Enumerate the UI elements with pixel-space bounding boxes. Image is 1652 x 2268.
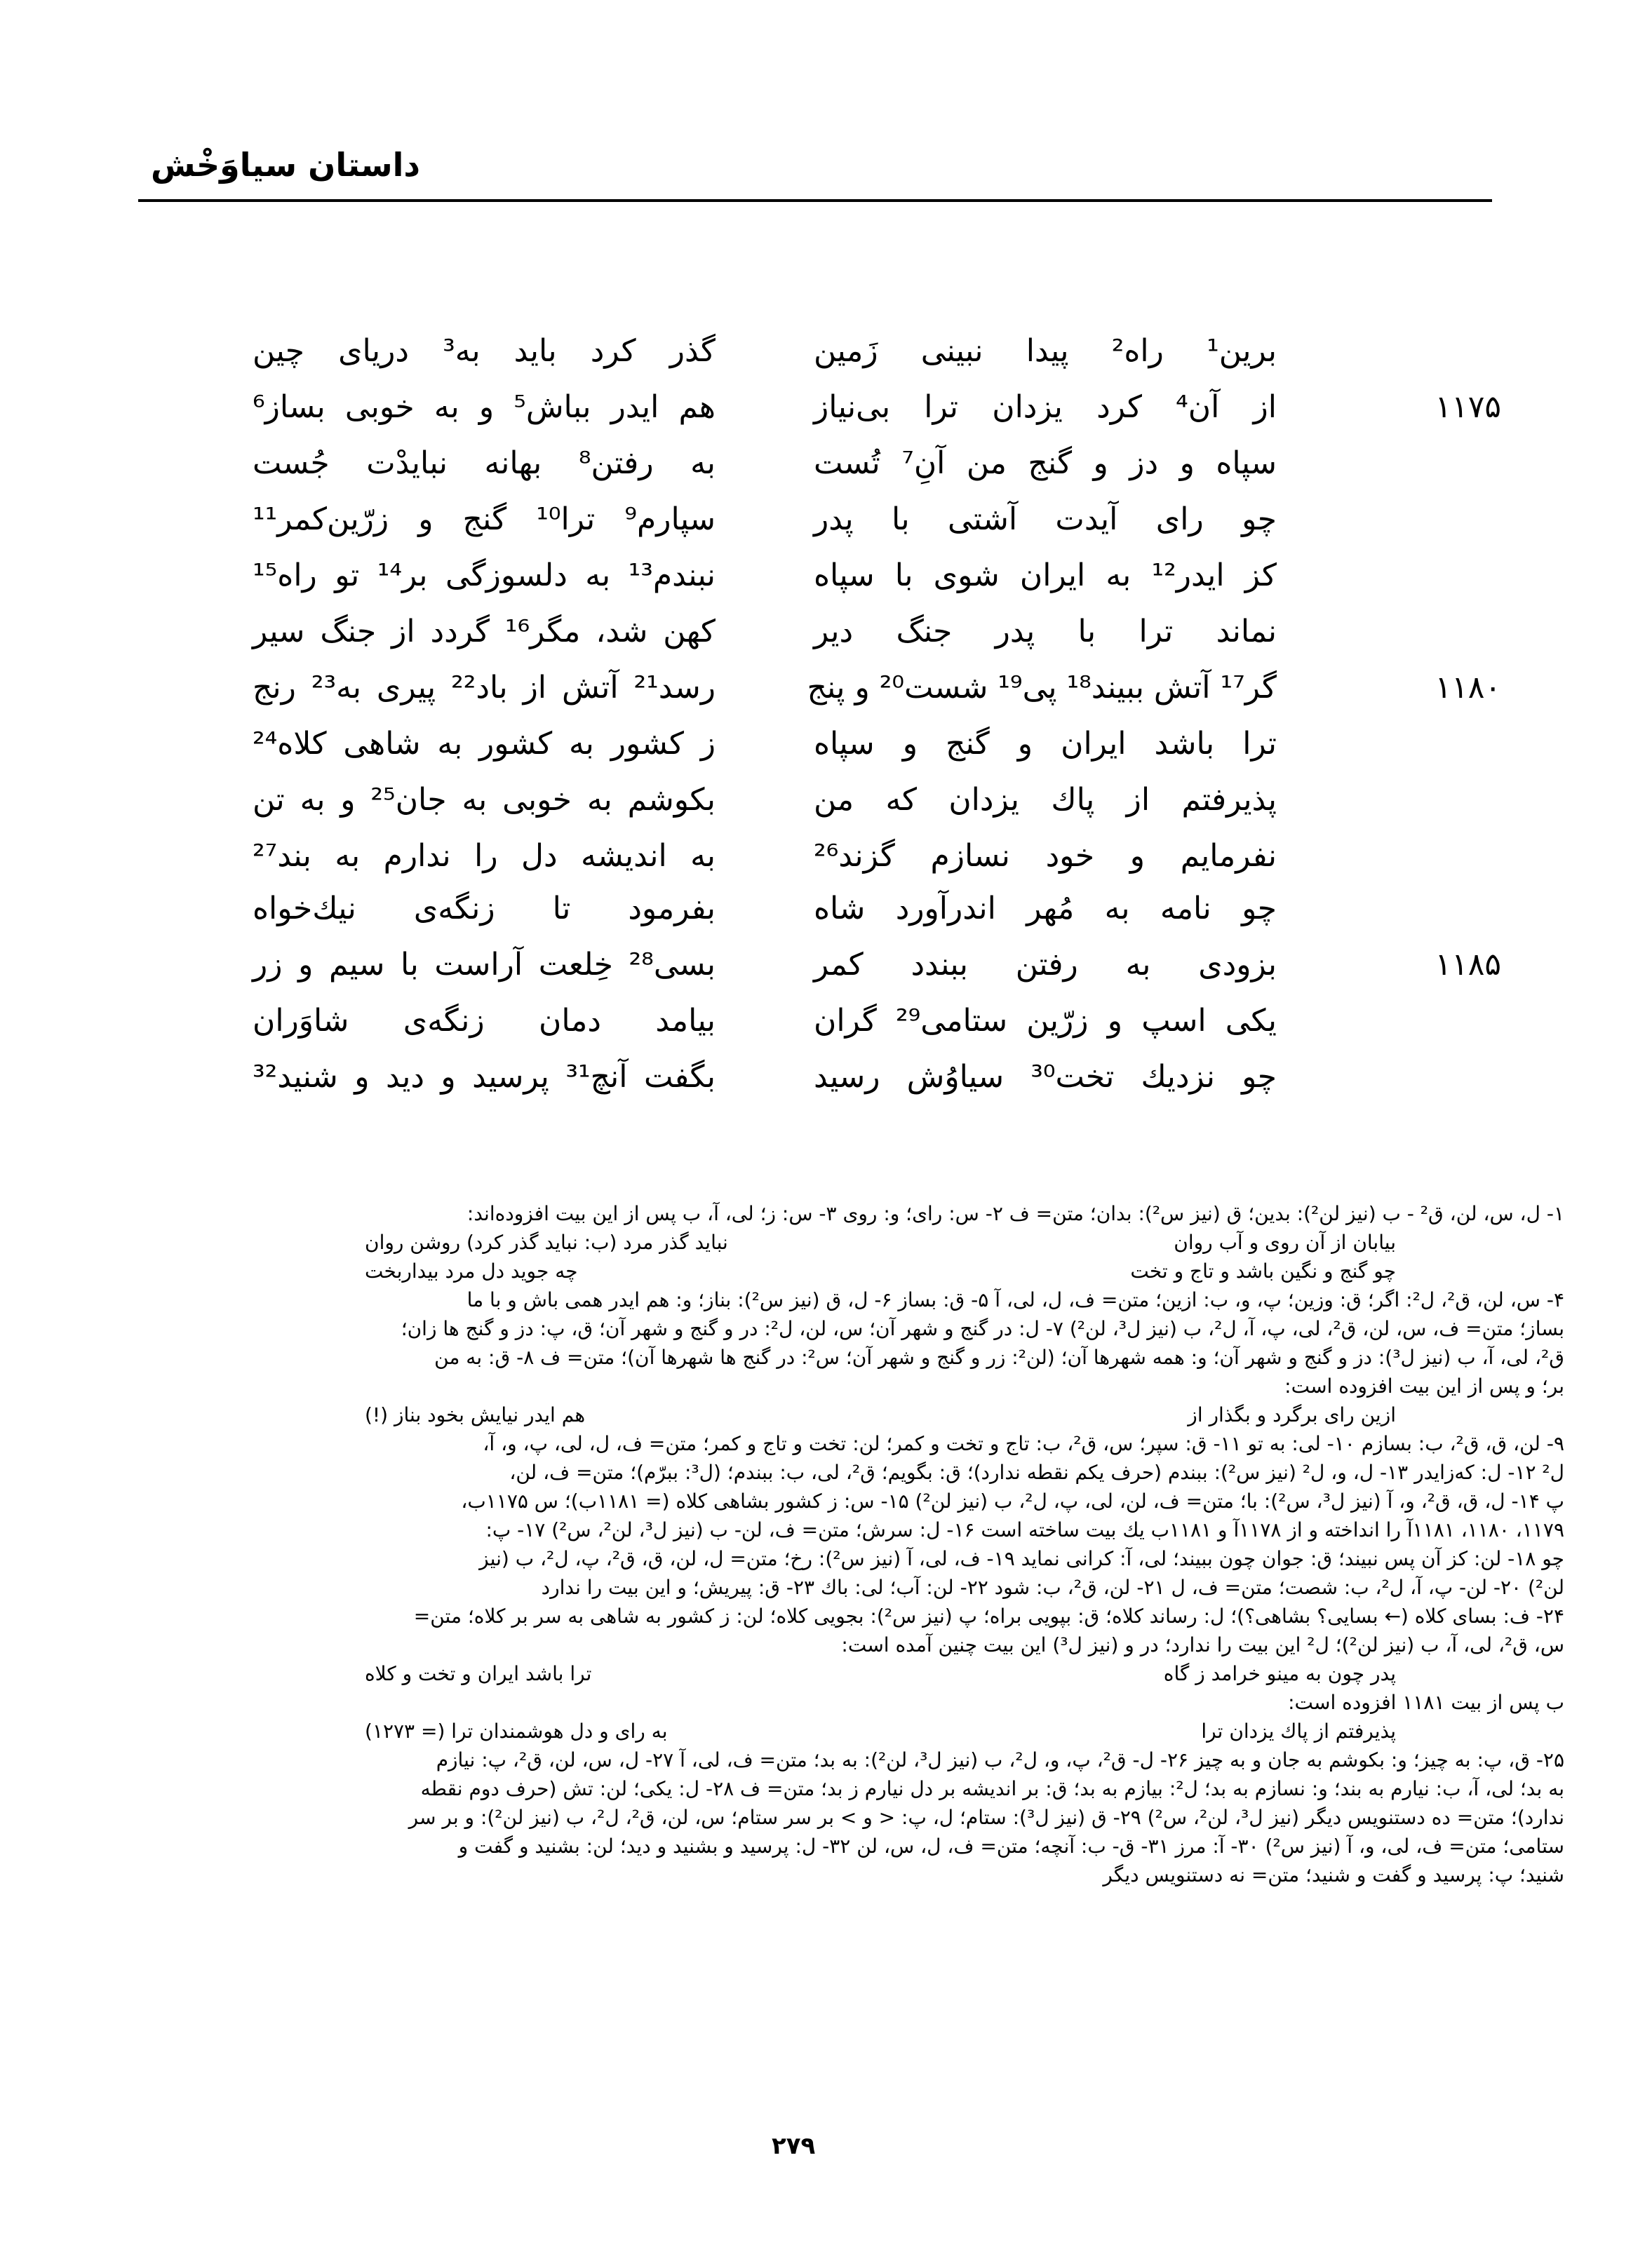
footnotes: [147, 1199, 1564, 1889]
verse-row: [253, 614, 1501, 670]
hemistich-first: چو نامه به مُهر اندرآورد شاه: [814, 891, 1277, 926]
footnote-line: چو ۱۸- لن: کز آن پس نبیند؛ ق: جوان چون ببیند؛ لی، آ: کرانی نماید ۱۹- ف، لی، آ (نیز س²): رخ؛ متن= ل، لن، ق، ق²، پ، ل²، ب (نیز: [479, 1547, 1564, 1570]
verse-row: [253, 891, 1501, 947]
footnote-line: ق²، لی، آ، ب (نیز ل³): دز و گنج و شهر آن؛ و: همه شهرها آن؛ (لن²: زر و گنج و شهر آن؛ س²: در گنج ها شهرها آن)؛ متن= ف ۸- ق: به من: [434, 1346, 1564, 1369]
footnote-line: ندارد)؛ متن= ده دستنویس دیگر (نیز ل³، لن²، س²) ۲۹- ق (نیز ل³): ستام؛ ل، پ: < و > بر سر ستام؛ س، لن، ق²، ل²، ب (نیز لن²): و بر سر: [408, 1806, 1564, 1829]
verse-row: [253, 1059, 1501, 1115]
footnote-verse: [365, 1659, 1396, 1688]
footnote-hemistich-second: ترا باشد ایران و تخت و کلاه: [365, 1662, 592, 1685]
footnote-verse: [365, 1717, 1396, 1746]
footnote-hemistich-second: هم ایدر نیایش بخود بناز (!): [365, 1403, 586, 1426]
hemistich-first: نفرمایم و خود نسازم گزند²⁶: [814, 838, 1277, 874]
footnote-hemistich-first: پدر چون به مینو خرامد ز گاه: [1163, 1662, 1396, 1685]
footnote-verse: [365, 1257, 1396, 1285]
hemistich-second: بیامد دمان زنگه‌ی شاوَران: [253, 1003, 716, 1039]
footnote-verse: [365, 1400, 1396, 1429]
hemistich-second: هم ایدر بباش⁵ و به خوبی بساز⁶: [253, 389, 716, 425]
footnote-line: به بد؛ لی، آ، ب: نیارم به بند؛ و: نسازم به بد؛ ل²: بیازم به بد؛ ق: بر اندیشه بر دل نیارم ز بد؛ متن= ف ۲۸- ل: یکی؛ لن: تش (حرف دوم نقطه: [420, 1777, 1564, 1800]
hemistich-second: کهن شد، مگر¹⁶ گردد از جنگ سیر: [253, 614, 716, 649]
footnote-hemistich-second: نباید گذر مرد (ب: نباید گذر کرد) روشن روان: [365, 1231, 728, 1254]
running-header-title: داستان سیاوَخْش: [151, 146, 420, 184]
footnote-line: ۹- لن، ق، ق²، ب: بسازم ۱۰- لی: به تو ۱۱- ق: سپر؛ س، ق²، ب: تاج و تخت و کمر؛ لن: تخت و تاج و کمر؛ متن= ف، ل، لی، پ، و، آ،: [483, 1432, 1564, 1455]
hemistich-first: بزودی به رفتن ببندد کمر: [814, 947, 1277, 983]
footnote-line: ستامی؛ متن= ف، لی، و، آ (نیز س²) ۳۰- آ: مرز ۳۱- ق- ب: آنچه؛ متن= ف، ل، س، لن ۳۲- ل: پرسید و بشنید و دید؛ لن: بشنید و گفت و: [458, 1835, 1564, 1858]
footnote-hemistich-second: به رای و دل هوشمندان ترا (= ۱۲۷۳): [365, 1720, 668, 1743]
hemistich-second: ز کشور به کشور به شاهی کلاه²⁴: [253, 726, 716, 762]
footnote-hemistich-first: بیابان از آن روی و آب روان: [1174, 1231, 1396, 1254]
hemistich-first: کز ایدر¹² به ایران شوی با سپاه: [814, 558, 1277, 593]
hemistich-first: پذیرفتم از پاك یزدان که من: [814, 782, 1277, 818]
verse-number: ۱۱۸۰: [1435, 670, 1501, 706]
hemistich-second: بسی²⁸ خِلعت آراست با سیم و زر: [253, 947, 716, 983]
verse-row: [253, 947, 1501, 1003]
footnote-line: بر؛ و پس از این بیت افزوده است:: [1284, 1375, 1564, 1398]
hemistich-first: از آن⁴ کرد یزدان ترا بی‌نیاز: [814, 389, 1277, 425]
verse-row: [253, 333, 1501, 389]
footnote-line: ۴- س، لن، ق²، ل²: اگر؛ ق: وزین؛ پ، و، ب: ازین؛ متن= ف، ل، لی، آ ۵- ق: بساز ۶- ل، ق (نیز س²): بناز؛ و: هم ایدر همی باش و با ما: [466, 1288, 1564, 1311]
footnote-line: ۱۱۷۹، ۱۱۸۰، ۱۱۸۱آ را انداخته و از ۱۱۷۸آ و ۱۱۸۱ب یك بیت ساخته است ۱۶- ل: سرش؛ متن= ف، لن- ب (نیز ل³، لن²، س²) ۱۷- پ:: [485, 1518, 1564, 1541]
hemistich-first: سپاه و دز و گنج من آنِ⁷ تُست: [814, 445, 1277, 481]
footnote-line: پ ۱۴- ل، ق، ق²، و، آ (نیز ل³، س²): با؛ متن= ف، لن، لی، پ، ل²، ب (نیز لن²) ۱۵- س: ز کشور بشاهی کلاه (= ۱۱۸۱ب)؛ س ۱۱۷۵ب،: [461, 1490, 1564, 1513]
footnote-hemistich-first: ازین رای برگرد و بگذار از: [1188, 1403, 1396, 1426]
hemistich-first: نماند ترا با پدر جنگ دیر: [814, 614, 1277, 649]
footnote-line: شنید؛ پ: پرسید و گفت و شنید؛ متن= نه دستنویس دیگر: [1103, 1863, 1564, 1886]
footnote-line: س، ق²، لی، آ، ب (نیز لن²)؛ ل² این بیت را ندارد؛ در و (نیز ل³) این بیت چنین آمده است:: [841, 1633, 1564, 1656]
hemistich-first: چو نزدیك تخت³⁰ سیاوُش رسید: [814, 1059, 1277, 1095]
verse-row: [253, 558, 1501, 614]
footnote-hemistich-first: چو گنج و نگین باشد و تاج و تخت: [1130, 1260, 1396, 1283]
verse-block-2: [253, 891, 1501, 1115]
footnote-line: ۱- ل، س، لن، ق² - ب (نیز لن²): بدین؛ ق (نیز س²): بدان؛ متن= ف ۲- س: رای؛ و: روی ۳- س: ز؛ لی، آ، ب پس از این بیت افزوده‌اند:: [466, 1202, 1564, 1225]
hemistich-second: بفرمود تا زنگه‌ی نیك‌خواه: [253, 891, 716, 926]
hemistich-first: یکی اسپ و زرّین ستامی²⁹ گران: [814, 1003, 1277, 1039]
hemistich-first: برین¹ راه² پیدا نبینی زَمین: [814, 333, 1277, 369]
verse-number: ۱۱۷۵: [1435, 389, 1501, 425]
verse-row: [253, 389, 1501, 445]
verse-row: [253, 670, 1501, 726]
verse-row: [253, 838, 1501, 894]
verse-row: [253, 726, 1501, 782]
footnote-line: ۲۵- ق، پ: به چیز؛ و: بکوشم به جان و به چیز ۲۶- ل- ق²، پ، و، ل²، ب (نیز ل³، لن²): به بد؛ متن= ف، لی، آ ۲۷- ل، س، لن، ق²، پ: نیازم: [436, 1748, 1564, 1771]
verse-row: [253, 445, 1501, 501]
hemistich-second: بکوشم به خوبی به جان²⁵ و به تن: [253, 782, 716, 818]
verse-row: [253, 782, 1501, 838]
footnote-verse: [365, 1228, 1396, 1257]
header-rule: [138, 199, 1492, 202]
verse-number: ۱۱۸۵: [1435, 947, 1501, 983]
hemistich-second: به اندیشه دل را ندارم به بند²⁷: [253, 838, 716, 874]
footnote-line: ب پس از بیت ۱۱۸۱ افزوده است:: [1288, 1691, 1564, 1714]
footnote-line: ل² ۱۲- ل: که‌زایدر ۱۳- ل، و، ل² (نیز س²): ببندم (حرف یکم نقطه ندارد)؛ ق: بگویم؛ ق²، لی، ب: ببندم؛ (ل³: ببرّم)؛ متن= ف، لن،: [509, 1461, 1564, 1484]
hemistich-first: چو رای آیدت آشتی با پدر: [814, 501, 1277, 537]
hemistich-second: رسد²¹ آتش از باد²² پیری به²³ رنج: [253, 670, 716, 706]
hemistich-first: گر¹⁷ آتش ببیند¹⁸ پی¹⁹ شست²⁰ و پنج: [807, 670, 1277, 706]
verse-row: [253, 501, 1501, 558]
page-number: ۲۷۹: [772, 2132, 816, 2160]
hemistich-second: گذر کرد باید به³ دریای چین: [253, 333, 716, 369]
verse-block-1: [253, 333, 1501, 894]
footnote-line: ۲۴- ف: بسای کلاه (← بسایی؟ بشاهی؟)؛ ل: رساند کلاه؛ ق: بپویی براه؛ پ (نیز س²): بجویی کلاه؛ لن: ز کشور به شاهی به سر بر کلاه؛ متن=: [413, 1605, 1564, 1628]
hemistich-second: بگفت آنچ³¹ پرسید و دید و شنید³²: [253, 1059, 716, 1095]
footnote-line: لن²) ۲۰- لن- پ، آ، ل²، ب: شصت؛ متن= ف، ل ۲۱- لن، ق²، ب: شود ۲۲- لن: آب؛ لی: باك ۲۳- ق: پیریش؛ و این بیت را ندارد: [541, 1576, 1564, 1599]
hemistich-second: نبندم¹³ به دلسوزگی بر¹⁴ تو راه¹⁵: [253, 558, 716, 593]
footnote-hemistich-first: پذیرفتم از پاك یزدان ترا: [1201, 1720, 1396, 1743]
hemistich-second: به رفتن⁸ بهانه نبایدْت جُست: [253, 445, 716, 481]
footnote-line: بساز؛ متن= ف، س، لن، ق²، لی، پ، آ، ل²، ب (نیز ل³، لن²) ۷- ل: در گنج و شهر آن؛ س، لن، ل²: در و گنج و شهر آن؛ ق، پ: دز و گنج ها زان؛: [401, 1317, 1564, 1340]
hemistich-second: سپارم⁹ ترا¹⁰ گنج و زرّین‌کمر¹¹: [253, 501, 716, 537]
verse-row: [253, 1003, 1501, 1059]
footnote-hemistich-second: چه جوید دل مرد بیداربخت: [365, 1260, 578, 1283]
hemistich-first: ترا باشد ایران و گنج و سپاه: [814, 726, 1277, 762]
